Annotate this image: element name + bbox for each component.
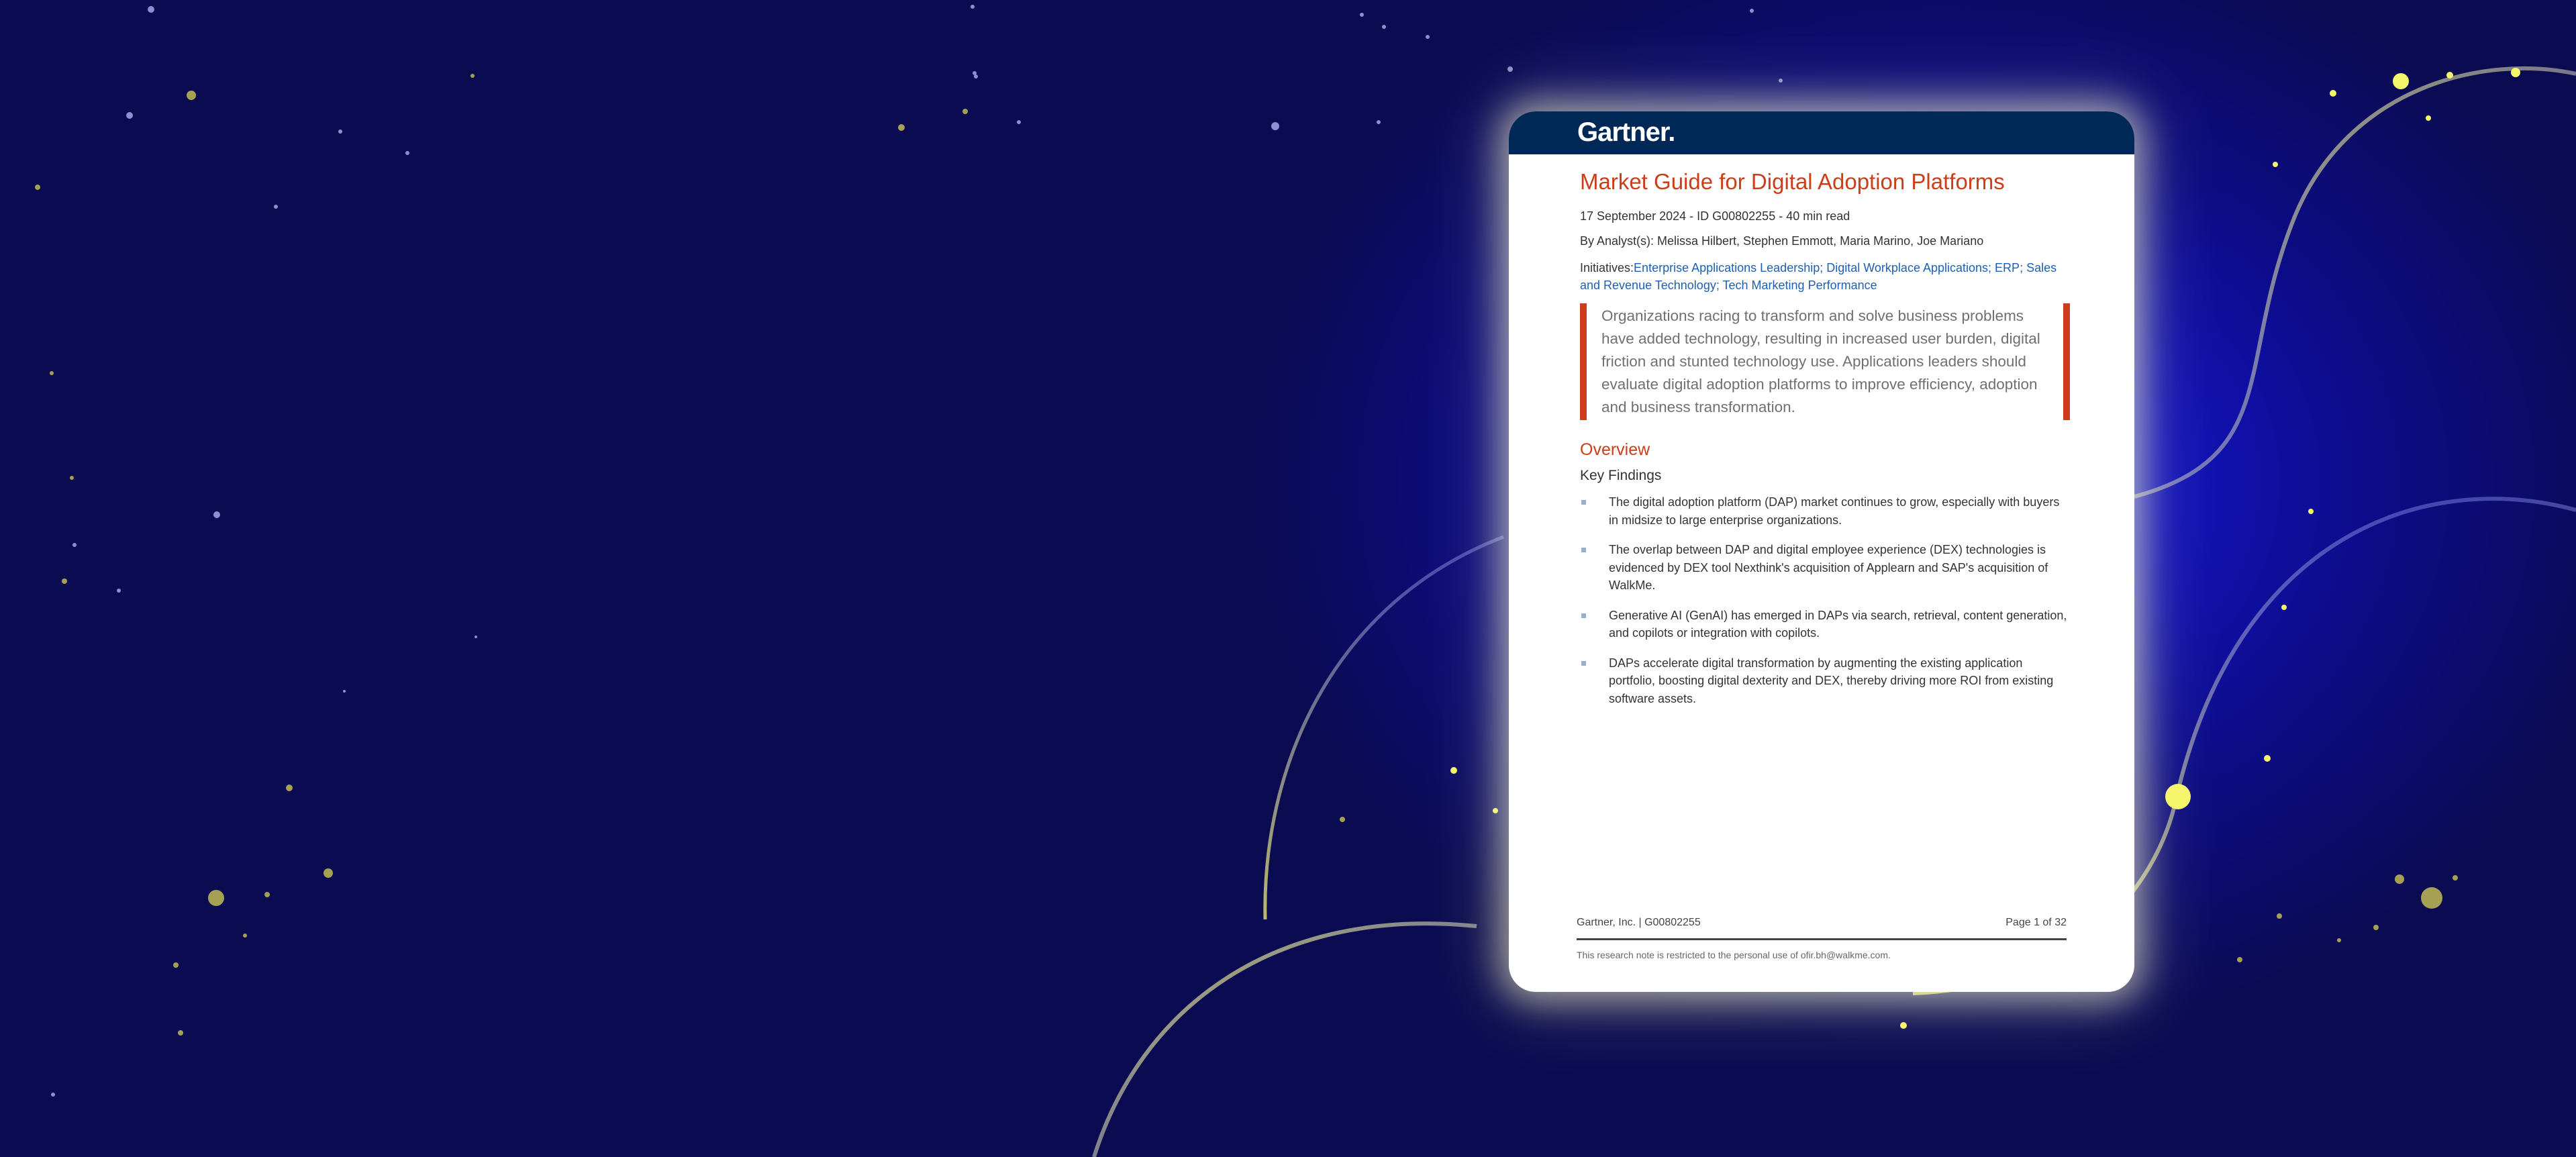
star-dot bbox=[1900, 1022, 1907, 1029]
star-dot bbox=[475, 636, 477, 638]
star-dot bbox=[1377, 120, 1381, 124]
star-dot bbox=[2426, 115, 2431, 121]
curve-top-right bbox=[2134, 68, 2576, 497]
initiatives-line: Initiatives:Enterprise Applications Leadership; Digital Workplace Applications; ERP; Sales and Revenue Technology; Tech Marketing Performance bbox=[1580, 261, 2057, 292]
star-dot bbox=[338, 130, 342, 134]
brand-header-bar bbox=[1509, 111, 2134, 154]
star-dot bbox=[187, 91, 196, 100]
star-dot bbox=[1017, 120, 1021, 124]
star-dot bbox=[2393, 73, 2409, 89]
star-dot bbox=[1340, 817, 1345, 822]
usage-restriction-note: This research note is restricted to the personal use of ofir.bh@walkme.com. bbox=[1577, 950, 1891, 960]
star-dot bbox=[126, 112, 133, 119]
star-dot bbox=[173, 962, 179, 968]
analysts-line: By Analyst(s): Melissa Hilbert, Stephen Emmott, Maria Marino, Joe Mariano bbox=[1580, 234, 1984, 248]
footer-row bbox=[1577, 917, 2067, 929]
initiative-link[interactable]: Enterprise Applications Leadership bbox=[1634, 261, 1820, 274]
star-dot bbox=[898, 124, 905, 131]
key-findings-list bbox=[1580, 493, 2070, 707]
star-dot bbox=[148, 6, 154, 13]
list-item: Generative AI (GenAI) has emerged in DAPs via search, retrieval, content generation, and copilots or integration with copilots. bbox=[1580, 607, 2070, 642]
star-dot bbox=[470, 74, 475, 78]
initiative-link[interactable]: Sales and Revenue Technology bbox=[1580, 261, 2057, 292]
star-dot bbox=[2264, 755, 2271, 762]
star-dot bbox=[2281, 605, 2287, 610]
star-dot bbox=[2373, 925, 2379, 930]
star-dot bbox=[213, 511, 220, 518]
star-dot bbox=[264, 892, 270, 897]
list-item: DAPs accelerate digital transformation by augmenting the existing application portfolio, boosting digital dexterity and DEX, thereby driving more ROI from existing software assets. bbox=[1580, 654, 2070, 708]
star-dot bbox=[35, 185, 40, 190]
star-dot bbox=[62, 578, 67, 584]
star-dot bbox=[343, 690, 346, 693]
star-dot bbox=[1450, 767, 1457, 774]
star-dot bbox=[70, 476, 74, 480]
list-item: The digital adoption platform (DAP) market continues to grow, especially with buyers in midsize to large enterprise organizations. bbox=[1580, 493, 2070, 529]
footer-divider bbox=[1577, 938, 2067, 940]
star-dot bbox=[974, 74, 978, 79]
star-dot bbox=[405, 151, 409, 155]
star-dot bbox=[962, 109, 968, 114]
initiative-link[interactable]: Digital Workplace Applications bbox=[1826, 261, 1989, 274]
list-item: The overlap between DAP and digital employee experience (DEX) technologies is evidenced by DEX tool Nexthink's acquisition of Applearn and SAP's acquisition of WalkMe. bbox=[1580, 541, 2070, 595]
star-dot bbox=[1360, 13, 1364, 17]
document-content bbox=[1580, 169, 2070, 719]
star-dot bbox=[178, 1030, 183, 1036]
star-dot bbox=[1382, 25, 1386, 29]
star-dot bbox=[208, 890, 224, 906]
star-dot bbox=[51, 1093, 55, 1097]
star-dot bbox=[286, 785, 293, 791]
star-dot bbox=[2421, 887, 2442, 909]
publication-meta: 17 September 2024 - ID G00802255 - 40 min read bbox=[1580, 209, 1850, 223]
star-dot bbox=[2308, 509, 2314, 514]
star-dot bbox=[117, 589, 121, 593]
document-footer bbox=[1577, 917, 2067, 960]
star-dot bbox=[1750, 9, 1754, 13]
page-indicator: Page 1 of 32 bbox=[2005, 917, 2067, 928]
star-dot bbox=[1493, 808, 1498, 813]
initiative-link[interactable]: Tech Marketing Performance bbox=[1722, 279, 1877, 292]
summary-callout: Organizations racing to transform and solve business problems have added technology, resulting in increased user burden, digital friction and stunted technology use. Applications leaders should evaluate digital adoption platforms to improve efficiency, adoption and business transformation. bbox=[1580, 303, 2070, 420]
star-dot bbox=[324, 868, 333, 878]
star-dot bbox=[1779, 79, 1783, 83]
star-dot bbox=[1271, 122, 1279, 130]
overview-heading: Overview bbox=[1580, 440, 1650, 459]
star-dot bbox=[2165, 784, 2191, 809]
star-dot bbox=[2453, 875, 2458, 881]
initiative-link[interactable]: ERP bbox=[1995, 261, 2020, 274]
gartner-logo: Gartner. bbox=[1577, 117, 1675, 147]
star-dot bbox=[2395, 874, 2404, 884]
document-title: Market Guide for Digital Adoption Platforms bbox=[1580, 169, 2005, 194]
star-dot bbox=[243, 934, 247, 938]
star-dot bbox=[2277, 913, 2282, 919]
star-dot bbox=[2446, 72, 2453, 79]
initiatives-label: Initiatives: bbox=[1580, 261, 1634, 274]
star-dot bbox=[2337, 938, 2341, 942]
star-dot bbox=[72, 543, 77, 547]
star-dot bbox=[2511, 68, 2520, 77]
star-dot bbox=[2330, 90, 2336, 97]
star-dot bbox=[2237, 957, 2242, 962]
star-dot bbox=[274, 205, 278, 209]
star-dot bbox=[971, 5, 975, 9]
star-dot bbox=[50, 371, 54, 375]
star-dot bbox=[2273, 162, 2278, 167]
star-dot bbox=[1426, 35, 1430, 39]
footer-doc-id: Gartner, Inc. | G00802255 bbox=[1577, 917, 1701, 928]
curve-left-arc bbox=[1265, 537, 1503, 919]
curve-bottom-arc bbox=[1094, 923, 1477, 1157]
star-dot bbox=[1507, 66, 1513, 72]
document-preview-card bbox=[1509, 111, 2134, 992]
key-findings-heading: Key Findings bbox=[1580, 468, 1662, 483]
